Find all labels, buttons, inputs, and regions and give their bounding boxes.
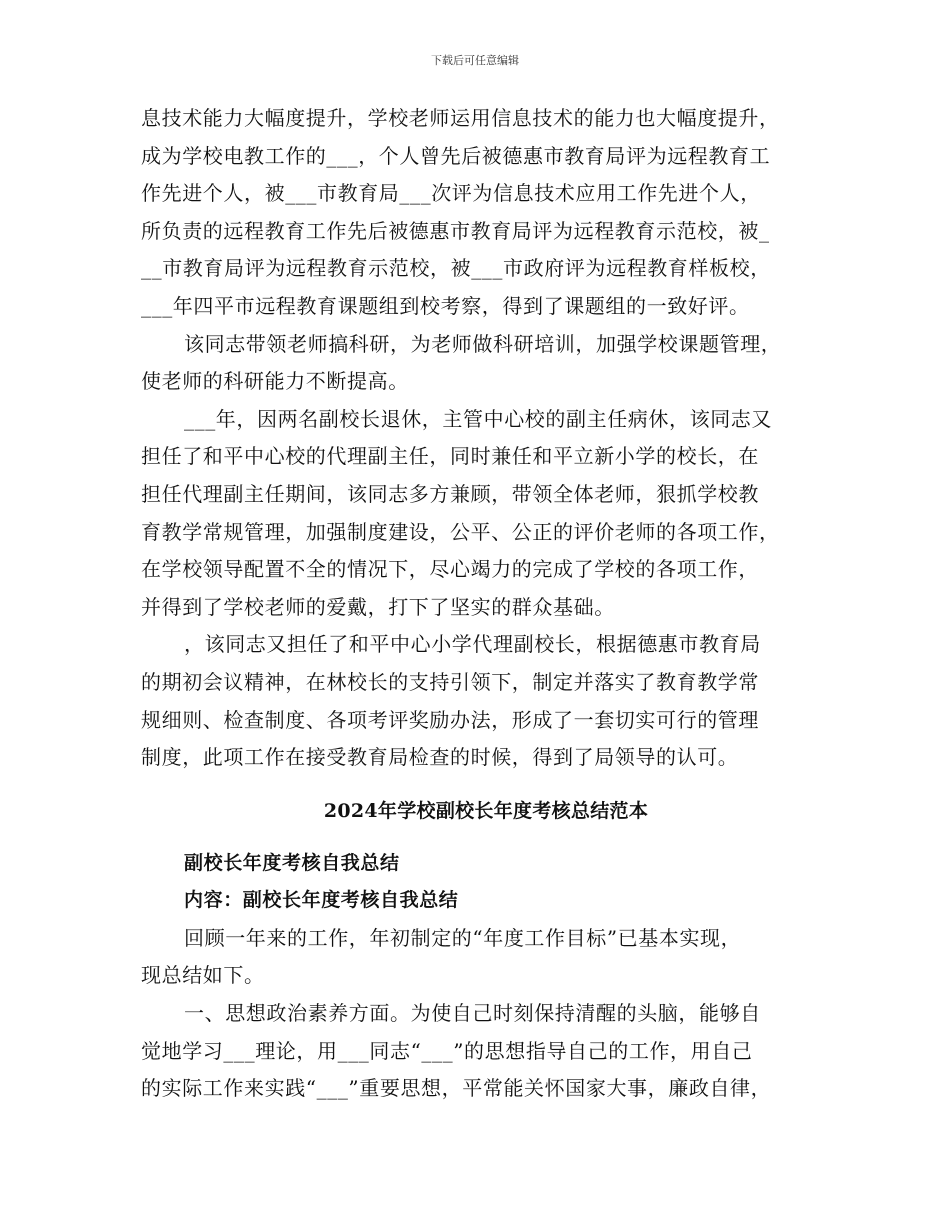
paragraph [141,995,831,1108]
section-title: 2024年学校副校长年度考核总结范本 [323,799,649,822]
text-line: 担任代理副主任期间，该同志多方兼顾，带领全体老师，狠抓学校教 [141,481,759,506]
text-line: ___年四平市远程教育课题组到校考察，得到了课题组的一致好评。 [141,293,750,318]
paragraph [141,626,831,776]
paragraph [141,326,831,401]
text-line: 作先进个人，被___市教育局___次评为信息技术应用工作先进个人， [141,181,761,206]
paragraph [141,100,831,326]
text-line: 并得到了学校老师的爱戴，打下了坚实的群众基础。 [141,594,615,619]
text-line: ___年，因两名副校长退休，主管中心校的副主任病休，该同志又 [184,406,772,431]
document-body [141,100,831,1108]
text-line: 制度，此项工作在接受教育局检查的时候，得到了局领导的认可。 [141,745,739,770]
spacer [141,777,831,791]
paragraph [141,920,831,995]
text-line: 现总结如下。 [141,963,265,988]
subheading: 副校长年度考核自我总结 [184,851,400,874]
text-line: 的实际工作来实践“___”重要思想，平常能关怀国家大事，廉政自律， [141,1076,772,1101]
text-line: 使老师的科研能力不断提高。 [141,369,409,394]
text-line: 的期初会议精神，在林校长的支持引领下，制定并落实了教育教学常 [141,669,759,694]
text-line: 息技术能力大幅度提升，学校老师运用信息技术的能力也大幅度提升， [141,106,780,130]
text-line: 成为学校电教工作的___，个人曾先后被德惠市教育局评为远程教育工 [141,143,771,168]
text-line: 育教学常规管理，加强制度建设，公平、公正的评价老师的各项工作， [141,519,780,544]
text-line: 规细则、检查制度、各项考评奖励办法，形成了一套切实可行的管理 [141,707,759,732]
text-line: 在学校领导配置不全的情况下，尽心竭力的完成了学校的各项工作， [141,557,759,582]
paragraph [141,401,831,627]
text-line: 回顾一年来的工作，年初制定的“年度工作目标”已基本实现， [184,925,742,950]
page-header: 下载后可任意编辑 [431,54,519,67]
text-line: 觉地学习___理论，用___同志“___”的思想指导自己的工作，用自己 [141,1038,753,1063]
spacer [141,831,831,845]
text-line: 一、思想政治素养方面。为使自己时刻保持清醒的头脑，能够自 [184,1001,761,1026]
text-line: __市教育局评为远程教育示范校，被___市政府评为远程教育样板校， [141,256,771,281]
text-line: 担任了和平中心校的代理副主任，同时兼任和平立新小学的校长，在 [141,444,759,469]
text-line: 该同志带领老师搞科研，为老师做科研培训，加强学校课题管理， [184,331,782,356]
text-line: 所负责的远程教育工作先后被德惠市教育局评为远程教育示范校，被_ [141,218,770,243]
text-line: ，该同志又担任了和平中心小学代理副校长，根据德惠市教育局 [184,632,761,657]
subheading: 内容：副校长年度考核自我总结 [184,889,459,912]
